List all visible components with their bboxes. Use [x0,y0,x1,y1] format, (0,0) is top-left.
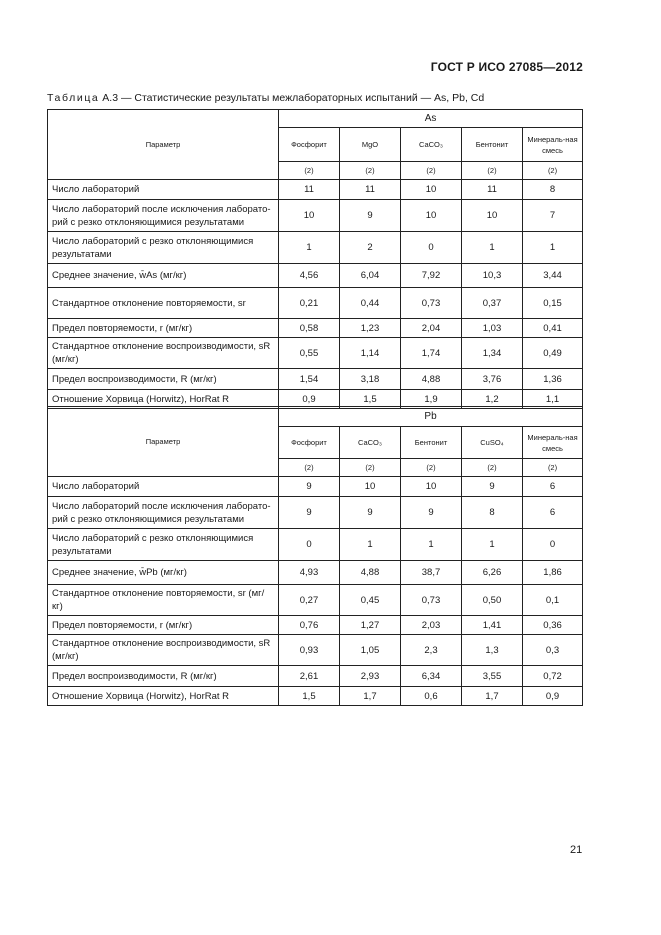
table-row [48,616,583,635]
table-row [48,264,583,288]
results-table-pb [47,406,583,706]
value-cell: 0,15 [523,288,583,319]
caption-text: А.3 — Статистические результаты межлабораторных испытаний — As, Pb, Cd [99,92,485,104]
parameter-label: Среднее значение, w̄As (мг/кг) [48,264,279,288]
parameter-label: Отношение Хорвица (Horwitz), HorRat R [48,390,279,409]
material-header: Минераль-ная смесь [523,128,583,162]
element-row [48,407,583,427]
parameter-label: Число лабораторий [48,180,279,200]
value-cell: 1,14 [340,338,401,369]
value-cell: 9 [279,477,340,497]
value-cell: 1,41 [462,616,523,635]
value-cell: 0,49 [523,338,583,369]
value-cell: 3,18 [340,369,401,390]
parameter-label: Число лабораторий после исключения лабораторий с резко отклоняющимися результатами [48,200,279,232]
value-cell: 1,27 [340,616,401,635]
value-cell: 0,21 [279,288,340,319]
value-cell: 1,54 [279,369,340,390]
results-table-as [47,109,583,409]
value-cell: 2,61 [279,666,340,687]
reference-cell: (2) [523,459,583,477]
value-cell: 2,93 [340,666,401,687]
table-row [48,635,583,666]
table-row [48,666,583,687]
parameter-label: Предел повторяемости, r (мг/кг) [48,319,279,338]
value-cell: 0 [401,232,462,264]
value-cell: 0,27 [279,585,340,616]
value-cell: 8 [462,497,523,529]
material-header: CuSO₄ [462,427,523,459]
value-cell: 10 [279,200,340,232]
table-row [48,200,583,232]
parameter-header: Параметр [48,110,279,180]
material-header: Бентонит [401,427,462,459]
material-header: Бентонит [462,128,523,162]
value-cell: 0,72 [523,666,583,687]
value-cell: 9 [401,497,462,529]
reference-cell: (2) [340,459,401,477]
value-cell: 0,9 [279,390,340,409]
value-cell: 1 [462,232,523,264]
table-row [48,319,583,338]
table-row [48,477,583,497]
value-cell: 0,3 [523,635,583,666]
value-cell: 1 [401,529,462,561]
table-caption [47,92,484,104]
parameter-label: Отношение Хорвица (Horwitz), HorRat R [48,687,279,706]
value-cell: 6,26 [462,561,523,585]
value-cell: 6,04 [340,264,401,288]
value-cell: 2 [340,232,401,264]
parameter-label: Стандартное отклонение повторяемости, sr [48,288,279,319]
value-cell: 11 [279,180,340,200]
table-row [48,529,583,561]
value-cell: 3,44 [523,264,583,288]
reference-cell: (2) [462,162,523,180]
parameter-label: Число лабораторий после исключения лабораторий с резко отклоняющимися результатами [48,497,279,529]
value-cell: 2,03 [401,616,462,635]
value-cell: 6 [523,497,583,529]
value-cell: 8 [523,180,583,200]
value-cell: 0,58 [279,319,340,338]
value-cell: 9 [340,497,401,529]
parameter-label: Предел воспроизводимости, R (мг/кг) [48,666,279,687]
value-cell: 1,34 [462,338,523,369]
value-cell: 1,5 [340,390,401,409]
value-cell: 6 [523,477,583,497]
value-cell: 4,93 [279,561,340,585]
parameter-label: Стандартное отклонение воспроизводимости, sR (мг/кг) [48,635,279,666]
reference-cell: (2) [462,459,523,477]
value-cell: 1,05 [340,635,401,666]
material-header: CaCO₃ [401,128,462,162]
value-cell: 0,41 [523,319,583,338]
reference-cell: (2) [279,162,340,180]
parameter-label: Стандартное отклонение воспроизводимости, sR (мг/кг) [48,338,279,369]
element-header: As [279,110,583,128]
value-cell: 1,86 [523,561,583,585]
value-cell: 1,7 [340,687,401,706]
table-row [48,687,583,706]
parameter-header: Параметр [48,407,279,477]
material-header: Фосфорит [279,427,340,459]
reference-cell: (2) [523,162,583,180]
value-cell: 10,3 [462,264,523,288]
value-cell: 0,6 [401,687,462,706]
table-row [48,497,583,529]
value-cell: 1,74 [401,338,462,369]
parameter-label: Предел повторяемости, r (мг/кг) [48,616,279,635]
value-cell: 1,1 [523,390,583,409]
value-cell: 1,36 [523,369,583,390]
value-cell: 9 [462,477,523,497]
value-cell: 1,5 [279,687,340,706]
table-row [48,369,583,390]
table-row [48,338,583,369]
parameter-label: Число лабораторий с резко отклоняющимися результатами [48,529,279,561]
parameter-label: Число лабораторий [48,477,279,497]
value-cell: 0,55 [279,338,340,369]
value-cell: 1,03 [462,319,523,338]
element-header: Pb [279,407,583,427]
value-cell: 1,23 [340,319,401,338]
value-cell: 4,88 [340,561,401,585]
value-cell: 11 [462,180,523,200]
page-number: 21 [570,844,583,856]
value-cell: 0,45 [340,585,401,616]
value-cell: 1 [462,529,523,561]
value-cell: 38,7 [401,561,462,585]
value-cell: 0,37 [462,288,523,319]
element-row [48,110,583,128]
value-cell: 0,73 [401,585,462,616]
value-cell: 3,76 [462,369,523,390]
value-cell: 9 [279,497,340,529]
reference-cell: (2) [401,162,462,180]
document-header: ГОСТ Р ИСО 27085—2012 [430,60,583,74]
reference-cell: (2) [279,459,340,477]
table-row [48,232,583,264]
value-cell: 2,04 [401,319,462,338]
value-cell: 1 [523,232,583,264]
value-cell: 0,93 [279,635,340,666]
table-row [48,585,583,616]
value-cell: 10 [401,477,462,497]
material-header: Фосфорит [279,128,340,162]
value-cell: 6,34 [401,666,462,687]
value-cell: 7 [523,200,583,232]
value-cell: 0,50 [462,585,523,616]
value-cell: 0 [279,529,340,561]
material-header: CaCO₃ [340,427,401,459]
parameter-label: Стандартное отклонение повторяемости, sr (мг/кг) [48,585,279,616]
value-cell: 1,7 [462,687,523,706]
parameter-label: Предел воспроизводимости, R (мг/кг) [48,369,279,390]
value-cell: 0 [523,529,583,561]
value-cell: 1 [279,232,340,264]
value-cell: 2,3 [401,635,462,666]
table-row [48,180,583,200]
value-cell: 0,9 [523,687,583,706]
material-header: Минераль-ная смесь [523,427,583,459]
value-cell: 7,92 [401,264,462,288]
value-cell: 11 [340,180,401,200]
value-cell: 10 [462,200,523,232]
table-row [48,288,583,319]
value-cell: 0,76 [279,616,340,635]
value-cell: 4,88 [401,369,462,390]
value-cell: 0,36 [523,616,583,635]
value-cell: 1 [340,529,401,561]
value-cell: 0,1 [523,585,583,616]
value-cell: 1,9 [401,390,462,409]
parameter-label: Число лабораторий с резко отклоняющимися результатами [48,232,279,264]
reference-cell: (2) [340,162,401,180]
value-cell: 1,3 [462,635,523,666]
value-cell: 9 [340,200,401,232]
material-header: MgO [340,128,401,162]
value-cell: 1,2 [462,390,523,409]
parameter-label: Среднее значение, w̄Pb (мг/кг) [48,561,279,585]
value-cell: 4,56 [279,264,340,288]
value-cell: 10 [401,200,462,232]
value-cell: 10 [401,180,462,200]
value-cell: 10 [340,477,401,497]
value-cell: 0,73 [401,288,462,319]
table-row [48,561,583,585]
value-cell: 0,44 [340,288,401,319]
caption-label: Таблица [47,92,100,104]
reference-cell: (2) [401,459,462,477]
value-cell: 3,55 [462,666,523,687]
